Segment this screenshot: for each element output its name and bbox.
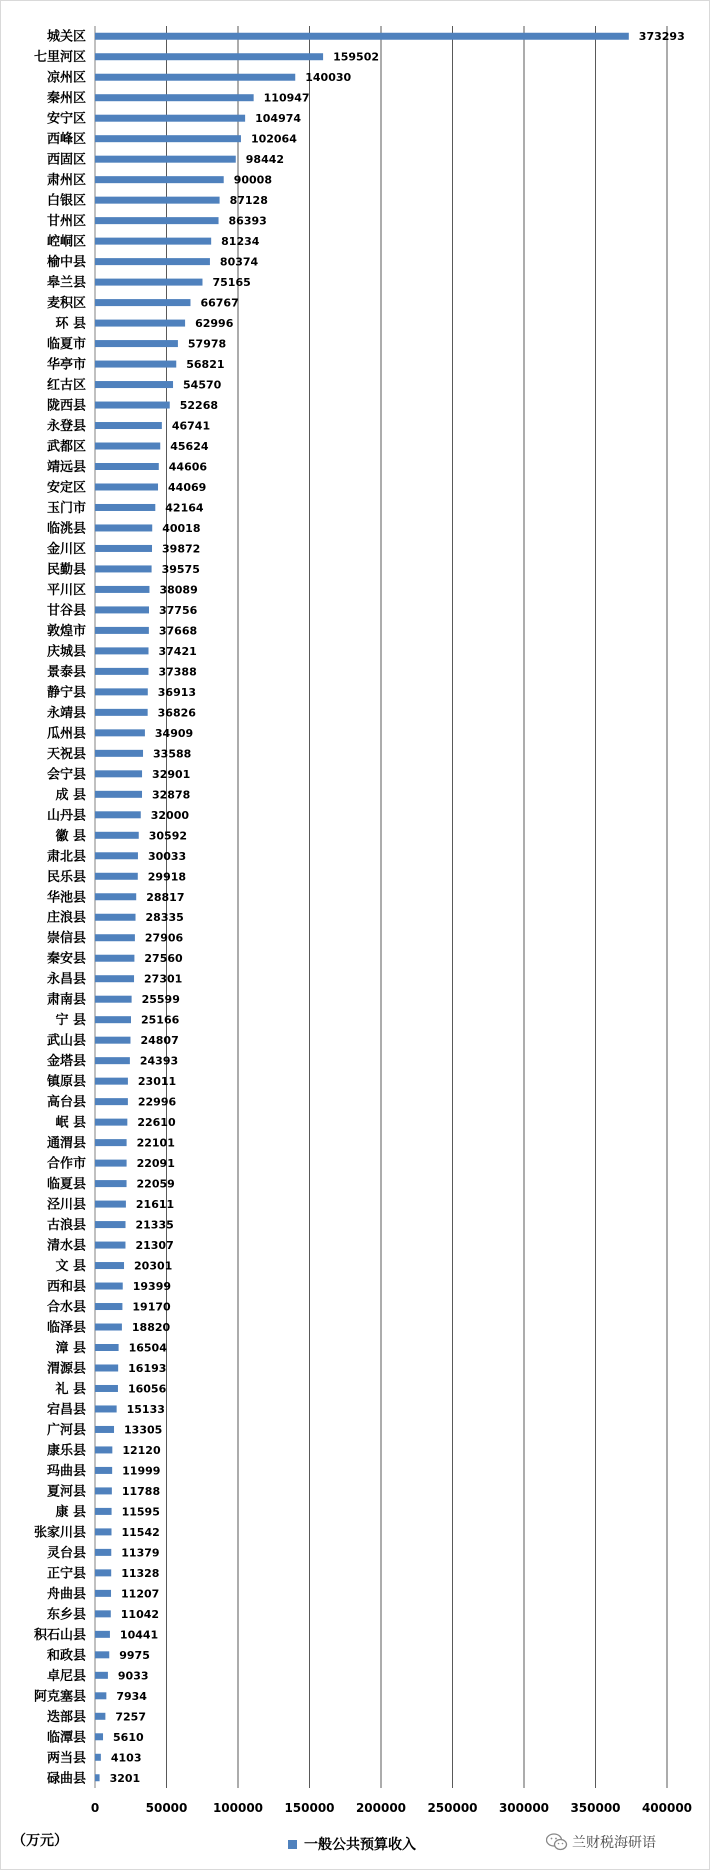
bar bbox=[95, 115, 245, 122]
data-label: 44069 bbox=[168, 480, 207, 494]
category-label: 肃南县 bbox=[46, 992, 86, 1008]
bar bbox=[95, 975, 134, 982]
data-label: 39575 bbox=[161, 562, 200, 576]
bar bbox=[95, 606, 149, 613]
bar bbox=[95, 299, 190, 306]
bar bbox=[95, 1672, 108, 1679]
unit-label: （万元） bbox=[12, 1833, 68, 1849]
bar bbox=[95, 1344, 119, 1351]
category-label: 瓜州县 bbox=[46, 726, 86, 742]
category-label: 七里河区 bbox=[33, 50, 86, 66]
data-label: 10441 bbox=[119, 1628, 159, 1642]
bar bbox=[95, 1242, 125, 1249]
data-label: 11788 bbox=[121, 1484, 161, 1498]
bar bbox=[95, 483, 158, 490]
bar bbox=[95, 1733, 103, 1740]
bar bbox=[95, 1426, 114, 1433]
bar bbox=[95, 524, 152, 531]
bar bbox=[95, 750, 143, 757]
x-tick-label: 0 bbox=[90, 1801, 100, 1815]
bar bbox=[95, 1160, 127, 1167]
category-label: 舟曲县 bbox=[46, 1586, 86, 1602]
category-label: 灵台县 bbox=[46, 1545, 86, 1561]
data-label: 18820 bbox=[131, 1321, 171, 1335]
data-label: 80374 bbox=[219, 255, 259, 269]
data-label: 87128 bbox=[229, 194, 268, 208]
category-label: 敦煌市 bbox=[46, 623, 86, 639]
data-label: 13305 bbox=[124, 1423, 163, 1437]
bar bbox=[95, 914, 136, 921]
bar bbox=[95, 586, 149, 593]
category-label: 武都区 bbox=[46, 439, 86, 455]
data-label: 27906 bbox=[144, 931, 184, 945]
bar bbox=[95, 135, 241, 142]
data-label: 20301 bbox=[134, 1259, 173, 1273]
category-label: 康 县 bbox=[55, 1504, 86, 1520]
category-label: 临夏县 bbox=[46, 1177, 86, 1193]
data-label: 28335 bbox=[145, 911, 184, 925]
data-label: 66767 bbox=[200, 296, 239, 310]
category-label: 崇信县 bbox=[46, 931, 86, 947]
bar bbox=[95, 1651, 109, 1658]
bar bbox=[95, 996, 132, 1003]
category-label: 景泰县 bbox=[46, 664, 86, 680]
category-label: 宁 县 bbox=[55, 1013, 86, 1029]
data-label: 16193 bbox=[128, 1361, 167, 1375]
category-label: 康乐县 bbox=[46, 1443, 86, 1459]
data-label: 19399 bbox=[132, 1280, 172, 1294]
data-label: 16504 bbox=[128, 1341, 167, 1355]
data-label: 34909 bbox=[154, 726, 194, 740]
bar bbox=[95, 668, 148, 675]
data-label: 32901 bbox=[152, 767, 191, 781]
category-label: 武山县 bbox=[46, 1033, 86, 1049]
bar bbox=[95, 770, 142, 777]
data-label: 25599 bbox=[141, 993, 180, 1007]
x-tick-label: 250000 bbox=[427, 1801, 478, 1815]
category-label: 西和县 bbox=[46, 1279, 86, 1295]
category-label: 岷 县 bbox=[55, 1115, 86, 1131]
bar bbox=[95, 176, 224, 183]
watermark-text: 兰财税海研语 bbox=[572, 1835, 656, 1851]
data-label: 9975 bbox=[119, 1648, 150, 1662]
category-label: 陇西县 bbox=[46, 398, 86, 414]
data-label: 36826 bbox=[157, 706, 196, 720]
data-label: 11207 bbox=[121, 1587, 160, 1601]
x-tick-label: 150000 bbox=[284, 1801, 335, 1815]
category-label: 玛曲县 bbox=[46, 1463, 86, 1479]
category-label: 正宁县 bbox=[46, 1566, 86, 1582]
data-label: 98442 bbox=[245, 153, 285, 167]
bar bbox=[95, 381, 173, 388]
data-label: 24807 bbox=[140, 1034, 179, 1048]
data-label: 86393 bbox=[228, 214, 267, 228]
x-tick-label: 200000 bbox=[355, 1801, 407, 1815]
bar bbox=[95, 647, 149, 654]
data-label: 37388 bbox=[158, 665, 197, 679]
bar bbox=[95, 1467, 112, 1474]
category-label: 麦积区 bbox=[46, 296, 86, 312]
category-label: 肃北县 bbox=[46, 849, 86, 865]
category-label: 山丹县 bbox=[46, 808, 86, 824]
category-label: 古浪县 bbox=[46, 1218, 86, 1234]
bar bbox=[95, 832, 139, 839]
category-label: 华亭市 bbox=[46, 357, 86, 373]
data-label: 62996 bbox=[195, 317, 234, 331]
bar bbox=[95, 443, 160, 450]
bar bbox=[95, 1528, 112, 1535]
category-label: 碌曲县 bbox=[46, 1771, 86, 1787]
category-label: 金塔县 bbox=[46, 1054, 86, 1070]
legend-label: 一般公共预算收入 bbox=[304, 1837, 416, 1853]
bar bbox=[95, 1446, 112, 1453]
bar bbox=[95, 1713, 105, 1720]
watermark bbox=[546, 1832, 656, 1852]
data-label: 102064 bbox=[250, 132, 297, 146]
legend bbox=[288, 1834, 416, 1854]
category-label: 临夏市 bbox=[46, 337, 86, 353]
data-label: 32000 bbox=[150, 808, 190, 822]
category-label: 阿克塞县 bbox=[33, 1689, 86, 1705]
category-label: 肃州区 bbox=[46, 173, 86, 189]
category-label: 广河县 bbox=[46, 1422, 86, 1438]
data-label: 19170 bbox=[132, 1300, 171, 1314]
category-label: 镇原县 bbox=[46, 1074, 86, 1090]
category-label: 秦州区 bbox=[46, 91, 86, 107]
data-label: 81234 bbox=[221, 235, 260, 249]
category-label: 凉州区 bbox=[46, 70, 86, 86]
data-label: 45624 bbox=[170, 440, 209, 454]
bar bbox=[95, 955, 134, 962]
category-label: 皋兰县 bbox=[46, 275, 86, 291]
bar bbox=[95, 1508, 112, 1515]
bar bbox=[95, 1037, 130, 1044]
bar bbox=[95, 1405, 117, 1412]
bar bbox=[95, 94, 254, 101]
category-label: 夏河县 bbox=[46, 1484, 86, 1500]
data-label: 11042 bbox=[120, 1607, 160, 1621]
data-label: 38089 bbox=[159, 583, 198, 597]
bar bbox=[95, 852, 138, 859]
category-label: 甘州区 bbox=[46, 214, 86, 230]
bar bbox=[95, 1774, 100, 1781]
bar bbox=[95, 1549, 111, 1556]
bar bbox=[95, 279, 202, 286]
data-label: 22610 bbox=[137, 1116, 176, 1130]
data-label: 28817 bbox=[146, 890, 185, 904]
category-label: 白银区 bbox=[46, 193, 86, 209]
bar bbox=[95, 565, 152, 572]
data-label: 40018 bbox=[162, 521, 201, 535]
category-label: 合作市 bbox=[46, 1156, 86, 1172]
data-label: 11542 bbox=[121, 1525, 160, 1539]
data-label: 140030 bbox=[305, 71, 352, 85]
data-label: 110947 bbox=[263, 91, 310, 105]
category-label: 榆中县 bbox=[46, 255, 86, 271]
category-label: 环 县 bbox=[55, 316, 86, 332]
category-label: 天祝县 bbox=[46, 746, 86, 762]
data-label: 37668 bbox=[158, 624, 198, 638]
data-label: 37421 bbox=[158, 644, 197, 658]
data-label: 21611 bbox=[135, 1198, 175, 1212]
bar bbox=[95, 463, 159, 470]
bar bbox=[95, 217, 219, 224]
data-label: 11328 bbox=[121, 1566, 160, 1580]
data-label: 75165 bbox=[212, 276, 251, 290]
category-label: 红古区 bbox=[46, 378, 86, 394]
data-label: 44606 bbox=[168, 460, 208, 474]
bar bbox=[95, 688, 148, 695]
category-label: 东乡县 bbox=[46, 1607, 86, 1623]
data-label: 54570 bbox=[183, 378, 222, 392]
bar bbox=[95, 74, 295, 81]
category-label: 永登县 bbox=[46, 419, 86, 435]
data-label: 3201 bbox=[109, 1771, 141, 1785]
data-label: 22101 bbox=[136, 1136, 175, 1150]
bar bbox=[95, 1692, 106, 1699]
data-label: 30592 bbox=[148, 829, 188, 843]
bar bbox=[95, 1139, 127, 1146]
category-label: 文 县 bbox=[55, 1259, 86, 1275]
category-label: 城关区 bbox=[46, 29, 86, 45]
category-label: 安定区 bbox=[46, 480, 86, 496]
data-label: 24393 bbox=[139, 1054, 179, 1068]
category-label: 秦安县 bbox=[46, 951, 86, 967]
category-label: 通渭县 bbox=[46, 1136, 86, 1152]
category-label: 甘谷县 bbox=[46, 603, 86, 619]
x-tick-label: 400000 bbox=[641, 1801, 693, 1815]
category-label: 永靖县 bbox=[46, 705, 86, 721]
category-label: 西固区 bbox=[46, 152, 86, 168]
category-label: 礼 县 bbox=[55, 1381, 86, 1397]
data-label: 37756 bbox=[158, 603, 198, 617]
data-label: 5610 bbox=[113, 1730, 144, 1744]
category-label: 庄浪县 bbox=[46, 910, 86, 926]
data-label: 27560 bbox=[144, 952, 183, 966]
category-label: 金川区 bbox=[46, 541, 86, 557]
bar bbox=[95, 545, 152, 552]
data-label: 36913 bbox=[157, 685, 197, 699]
data-label: 7934 bbox=[116, 1689, 147, 1703]
data-label: 9033 bbox=[117, 1669, 149, 1683]
data-label: 42164 bbox=[165, 501, 204, 515]
bar bbox=[95, 1631, 110, 1638]
bar bbox=[95, 320, 185, 327]
data-label: 4103 bbox=[110, 1751, 142, 1765]
category-label: 崆峒区 bbox=[46, 234, 86, 250]
category-label: 两当县 bbox=[46, 1750, 86, 1766]
bar bbox=[95, 340, 178, 347]
category-label: 宕昌县 bbox=[46, 1402, 86, 1418]
data-label: 11595 bbox=[121, 1505, 160, 1519]
category-label: 积石山县 bbox=[33, 1627, 86, 1643]
data-label: 56821 bbox=[186, 358, 225, 372]
data-label: 32878 bbox=[152, 788, 191, 802]
bar bbox=[95, 1487, 112, 1494]
bar bbox=[95, 811, 141, 818]
category-label: 张家川县 bbox=[33, 1525, 86, 1541]
bar bbox=[95, 33, 629, 40]
category-label: 会宁县 bbox=[46, 767, 86, 783]
data-label: 22996 bbox=[137, 1095, 177, 1109]
x-tick-label: 100000 bbox=[212, 1801, 264, 1815]
data-label: 21307 bbox=[135, 1239, 174, 1253]
bar bbox=[95, 1610, 111, 1617]
bar bbox=[95, 238, 211, 245]
category-label: 平川区 bbox=[46, 582, 86, 598]
bar bbox=[95, 1119, 127, 1126]
category-label: 庆城县 bbox=[46, 644, 86, 660]
bar bbox=[95, 1283, 123, 1290]
data-label: 16056 bbox=[127, 1382, 167, 1396]
bar bbox=[95, 1262, 124, 1269]
data-label: 90008 bbox=[233, 173, 272, 187]
category-label: 成 县 bbox=[55, 787, 86, 803]
bar bbox=[95, 504, 155, 511]
wechat-icon bbox=[546, 1833, 568, 1851]
bar bbox=[95, 729, 145, 736]
bar bbox=[95, 197, 220, 204]
category-label: 卓尼县 bbox=[46, 1668, 86, 1684]
bar bbox=[95, 1385, 118, 1392]
x-tick-label: 300000 bbox=[498, 1801, 550, 1815]
bar bbox=[95, 1201, 126, 1208]
category-label: 泾川县 bbox=[46, 1197, 86, 1213]
bar bbox=[95, 709, 148, 716]
category-label: 合水县 bbox=[46, 1300, 86, 1316]
data-label: 30033 bbox=[147, 849, 187, 863]
category-label: 渭源县 bbox=[46, 1361, 86, 1377]
bar bbox=[95, 1590, 111, 1597]
category-label: 民乐县 bbox=[46, 869, 86, 885]
data-label: 12120 bbox=[122, 1443, 161, 1457]
category-label: 和政县 bbox=[46, 1648, 86, 1664]
category-label: 靖远县 bbox=[46, 460, 86, 475]
data-label: 23011 bbox=[137, 1075, 177, 1089]
data-label: 11379 bbox=[121, 1546, 160, 1560]
data-label: 7257 bbox=[115, 1710, 147, 1724]
bar bbox=[95, 1180, 127, 1187]
bar bbox=[95, 361, 176, 368]
bar bbox=[95, 1364, 118, 1371]
data-label: 39872 bbox=[162, 542, 201, 556]
category-label: 西峰区 bbox=[46, 132, 86, 148]
data-label: 159502 bbox=[333, 50, 380, 64]
data-label: 46741 bbox=[171, 419, 211, 433]
category-label: 迭部县 bbox=[46, 1709, 86, 1725]
data-label: 57978 bbox=[187, 337, 227, 351]
bar bbox=[95, 1303, 122, 1310]
bar bbox=[95, 893, 136, 900]
data-label: 21335 bbox=[135, 1218, 174, 1232]
bar bbox=[95, 422, 162, 429]
bar bbox=[95, 1221, 126, 1228]
data-label: 25166 bbox=[140, 1013, 180, 1027]
category-label: 静宁县 bbox=[46, 685, 86, 701]
bar bbox=[95, 1078, 128, 1085]
category-label: 临洮县 bbox=[46, 521, 86, 537]
category-label: 临潭县 bbox=[46, 1730, 86, 1746]
category-label: 永昌县 bbox=[46, 972, 86, 988]
category-label: 高台县 bbox=[46, 1095, 86, 1111]
data-label: 22091 bbox=[136, 1157, 175, 1171]
data-label: 52268 bbox=[179, 399, 219, 413]
data-label: 33588 bbox=[153, 747, 192, 761]
legend-swatch bbox=[288, 1840, 297, 1849]
x-tick-label: 50000 bbox=[145, 1801, 188, 1815]
data-label: 104974 bbox=[255, 112, 302, 126]
bar bbox=[95, 1098, 128, 1105]
bar bbox=[95, 791, 142, 798]
bar bbox=[95, 1324, 122, 1331]
bar bbox=[95, 873, 138, 880]
bar bbox=[95, 934, 135, 941]
category-label: 清水县 bbox=[46, 1238, 86, 1254]
bar bbox=[95, 1057, 130, 1064]
category-label: 徽 县 bbox=[55, 828, 86, 844]
category-label: 安宁区 bbox=[46, 111, 86, 127]
data-label: 373293 bbox=[638, 30, 685, 44]
data-label: 29918 bbox=[147, 870, 187, 884]
bar bbox=[95, 402, 170, 409]
data-label: 11999 bbox=[122, 1464, 161, 1478]
data-label: 22059 bbox=[136, 1177, 175, 1191]
bar bbox=[95, 258, 210, 265]
category-label: 华池县 bbox=[46, 890, 86, 906]
bar bbox=[95, 1016, 131, 1023]
bar bbox=[95, 627, 149, 634]
bar bbox=[95, 53, 323, 60]
data-label: 27301 bbox=[144, 972, 183, 986]
category-label: 临泽县 bbox=[46, 1320, 86, 1336]
data-label: 15133 bbox=[126, 1402, 165, 1416]
bar bbox=[95, 1754, 101, 1761]
bar bbox=[95, 156, 236, 163]
x-tick-label: 350000 bbox=[570, 1801, 621, 1815]
category-label: 漳 县 bbox=[55, 1341, 86, 1356]
category-label: 民勤县 bbox=[46, 562, 86, 578]
bar bbox=[95, 1569, 111, 1576]
category-label: 玉门市 bbox=[46, 500, 86, 516]
